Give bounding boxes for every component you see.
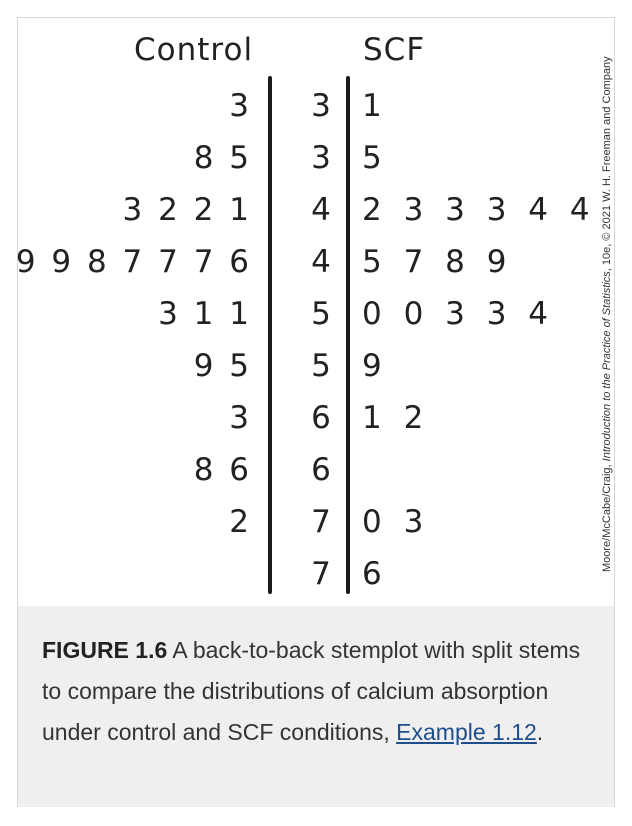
scf-leaves: 6 <box>362 556 388 592</box>
scf-leaves: 5 <box>362 140 388 176</box>
stemplot-row <box>18 348 614 388</box>
scf-leaves: 5 7 8 9 <box>362 244 513 280</box>
stemplot <box>15 18 614 606</box>
stemplot-row <box>15 244 614 284</box>
stem-value: 6 <box>311 400 331 436</box>
example-link[interactable]: Example 1.12 <box>396 719 537 745</box>
control-leaves: 8 6 <box>193 452 252 488</box>
scf-leaves: 2 3 3 3 4 4 <box>362 192 596 228</box>
control-leaves: 2 <box>229 504 252 540</box>
control-header: Control <box>134 32 254 68</box>
stem-value: 4 <box>311 192 331 228</box>
control-leaves: 8 5 <box>193 140 252 176</box>
stem-value: 6 <box>311 452 331 488</box>
stem-value: 3 <box>311 88 331 124</box>
control-leaves: 3 1 1 <box>158 296 252 332</box>
stemplot-row <box>18 556 614 596</box>
stemplot-row <box>18 88 614 128</box>
caption-end: . <box>536 719 544 745</box>
stemplot-row <box>18 452 614 492</box>
control-leaves: 3 2 2 1 <box>122 192 252 228</box>
control-leaves: 3 <box>229 88 252 124</box>
scf-leaves: 1 <box>362 88 388 124</box>
scf-leaves: 0 0 3 3 4 <box>362 296 555 332</box>
stem-value: 7 <box>311 504 331 540</box>
figure-label: FIGURE 1.6 <box>42 637 168 663</box>
stemplot-row <box>18 504 614 544</box>
stem-value: 4 <box>311 244 331 280</box>
scf-leaves: 1 2 <box>362 400 430 436</box>
scf-header: SCF <box>363 32 426 68</box>
scf-leaves: 0 3 <box>362 504 430 540</box>
stem-value: 5 <box>311 348 331 384</box>
figure-container <box>17 17 615 807</box>
stemplot-row <box>18 400 614 440</box>
figure-caption <box>18 606 614 807</box>
stemplot-row <box>18 296 614 336</box>
stem-value: 5 <box>311 296 331 332</box>
stem-value: 7 <box>311 556 331 592</box>
control-leaves: 3 <box>229 400 252 436</box>
control-leaves: 9 9 8 7 7 7 6 <box>15 244 252 280</box>
copyright-credit <box>601 56 613 572</box>
control-leaves: 9 5 <box>193 348 252 384</box>
stemplot-row <box>18 192 614 232</box>
stemplot-row <box>18 140 614 180</box>
scf-leaves: 9 <box>362 348 388 384</box>
stem-value: 3 <box>311 140 331 176</box>
credit-book-title: Introduction to the Practice of Statistics <box>601 271 613 462</box>
credit-suffix: , 10e, © 2021 W. H. Freeman and Company <box>601 56 613 272</box>
caption-text: A back-to-back stemplot with split stems to compare the distributions of calcium absorption under control and SCF conditions, <box>42 637 581 745</box>
credit-prefix: Moore/McCabe/Craig, <box>601 461 613 572</box>
